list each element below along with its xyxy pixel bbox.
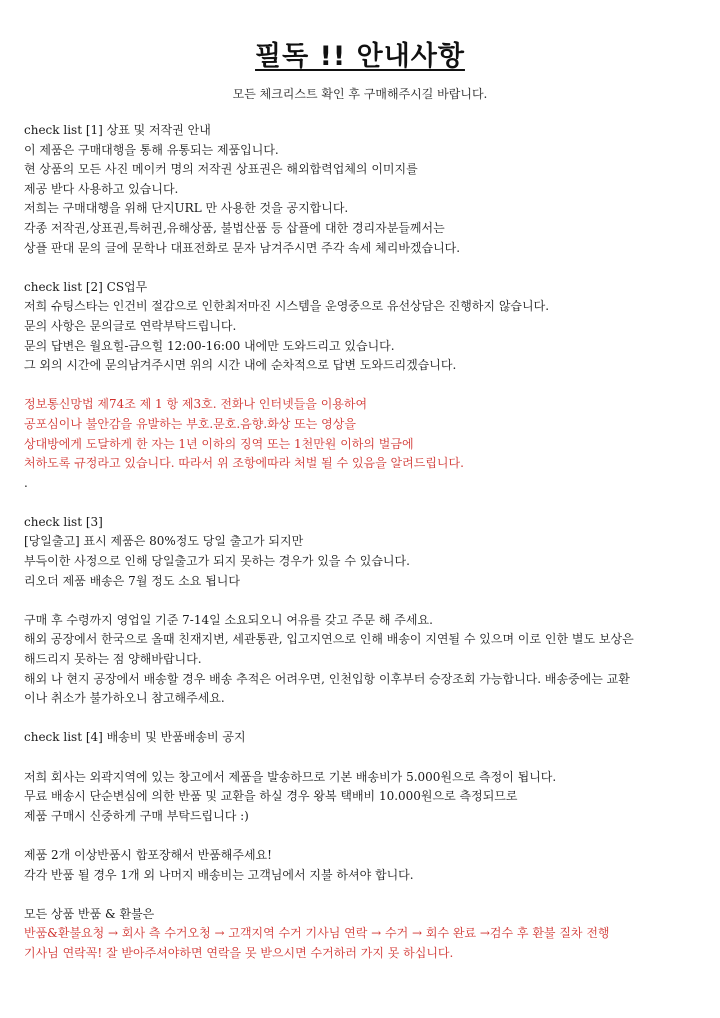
- trailing-dot: .: [24, 475, 28, 490]
- text-line: 그 외의 시간에 문의남겨주시면 위의 시간 내에 순차적으로 답변 도와드리겠습니다.: [24, 358, 457, 373]
- process-steps: 반품&환불요청 → 회사 측 수거오청 → 고객지역 수거 기사님 연락 → 수거 → 회수 완료 →검수 후 환불 질차 전행: [24, 926, 610, 941]
- text-line: 문의 사항은 문의글로 연락부탁드립니다.: [24, 318, 237, 333]
- notice-body: [24, 121, 700, 964]
- return-process: [24, 905, 700, 964]
- text-line: 해외 공장에서 한국으로 올때 친재지변, 세관통관, 입고지연으로 인해 배송이 지연될 수 있으며 이로 인한 별도 보상은: [24, 632, 634, 647]
- legal-warning: [24, 395, 700, 493]
- text-line: 저희 슈팅스타는 인건비 절감으로 인한최저마진 시스템을 운영중으로 유선상담은 진행하지 않습니다.: [24, 299, 550, 314]
- text-line: 구매 후 수령까지 영업일 기준 7-14일 소요되오니 여유를 갖고 주문 해 주세요.: [24, 612, 433, 627]
- text-line: 모든 상품 반품 & 환불은: [24, 906, 155, 921]
- text-line: 이 제품은 구매대행을 통해 유통되는 제품입니다.: [24, 142, 279, 157]
- section-shipping: [24, 513, 700, 591]
- text-line: 제품 구매시 신중하게 구매 부탁드립니다 :): [24, 808, 249, 823]
- text-line: 리오더 제품 배송은 7월 정도 소요 됩니다: [24, 573, 240, 588]
- warning-line: 처하도록 규정라고 있습니다. 따라서 위 조항에따라 처벌 될 수 있음을 알려드립니다.: [24, 456, 464, 471]
- text-line: 제품 2개 이상반품시 합포장해서 반품해주세요!: [24, 847, 272, 862]
- spacer: [24, 748, 700, 768]
- delivery-notes: [24, 611, 700, 709]
- text-line: 해드리지 못하는 점 양해바랍니다.: [24, 652, 202, 667]
- warning-line: 상대방에게 도달하게 한 자는 1년 이하의 징역 또는 1천만원 이하의 벌금에: [24, 436, 414, 451]
- spacer: [24, 258, 700, 278]
- text-line: 저희 회사는 외곽지역에 있는 창고에서 제품을 발송하므로 기본 배송비가 5.000원으로 측정이 됩니다.: [24, 769, 557, 784]
- spacer: [24, 493, 700, 513]
- text-line: 각각 반품 될 경우 1개 외 나머지 배송비는 고객님에서 지불 하셔야 합니다.: [24, 867, 414, 882]
- spacer: [24, 709, 700, 729]
- spacer: [24, 885, 700, 905]
- spacer: [24, 826, 700, 846]
- text-line: 해외 나 현지 공장에서 배송할 경우 배송 추적은 어려우면, 인천입항 이후부터 승장조회 가능합니다. 배송중에는 교환: [24, 671, 630, 686]
- text-line: 각종 저작권,상표권,특허권,유해상품, 불법산품 등 삽플에 대한 경리자분들께서는: [24, 220, 445, 235]
- process-note: 기사님 연락꼭! 잘 받아주셔야하면 연락을 못 받으시면 수거하러 가지 못 하십니다.: [24, 945, 454, 960]
- text-line: 문의 답변은 월요힐-금으힐 12:00-16:00 내에만 도와드리고 있습니다.: [24, 338, 395, 353]
- spacer: [24, 376, 700, 396]
- text-line: 현 상품의 모든 사진 메이커 명의 저작권 상표권은 해외합력업체의 이미지를: [24, 162, 418, 177]
- text-line: 저희는 구매대행을 위해 단지URL 만 사용한 것을 공지합니다.: [24, 201, 349, 216]
- text-line: 상플 판대 문의 글에 문학나 대표전화로 문자 남겨주시면 주각 속세 체리바겠습니다.: [24, 240, 461, 255]
- page-title: 필독 !! 안내사항: [255, 41, 465, 72]
- spacer: [24, 591, 700, 611]
- warning-line: 정보통신망법 제74조 제 1 항 제3호. 전화나 인터넷들을 이용하여: [24, 397, 368, 412]
- warning-line: 공포심이나 불안감을 유발하는 부호.문호.음향.화상 또는 영상을: [24, 416, 356, 431]
- fee-details: [24, 768, 700, 827]
- page-subtitle: 모든 체크리스트 확인 후 구매해주시길 바랍니다.: [232, 87, 488, 101]
- section-heading: check list [1] 상표 및 저작권 안내: [24, 123, 211, 137]
- text-line: 무료 배송시 단순변심에 의한 반품 및 교환을 하실 경우 왕복 택배비 10.000원으로 측정되므로: [24, 789, 518, 804]
- section-heading: check list [2] CS업무: [24, 279, 148, 294]
- section-cs: [24, 278, 700, 376]
- section-shipping-fee: [24, 728, 700, 748]
- text-line: 부득이한 사정으로 인해 당일출고가 되지 못하는 경우가 있을 수 있습니다.: [24, 554, 410, 569]
- section-heading: check list [3]: [24, 514, 103, 529]
- multi-return-note: [24, 846, 700, 885]
- section-trademark: [24, 121, 700, 258]
- text-line: 제공 받다 사용하고 있습니다.: [24, 181, 179, 196]
- text-line: [당일출고] 표시 제품은 80%정도 당일 출고가 되지만: [24, 534, 304, 549]
- text-line: 이나 취소가 불가하오니 참고해주세요.: [24, 691, 225, 706]
- section-heading: check list [4] 배송비 및 반품배송비 공지: [24, 730, 246, 745]
